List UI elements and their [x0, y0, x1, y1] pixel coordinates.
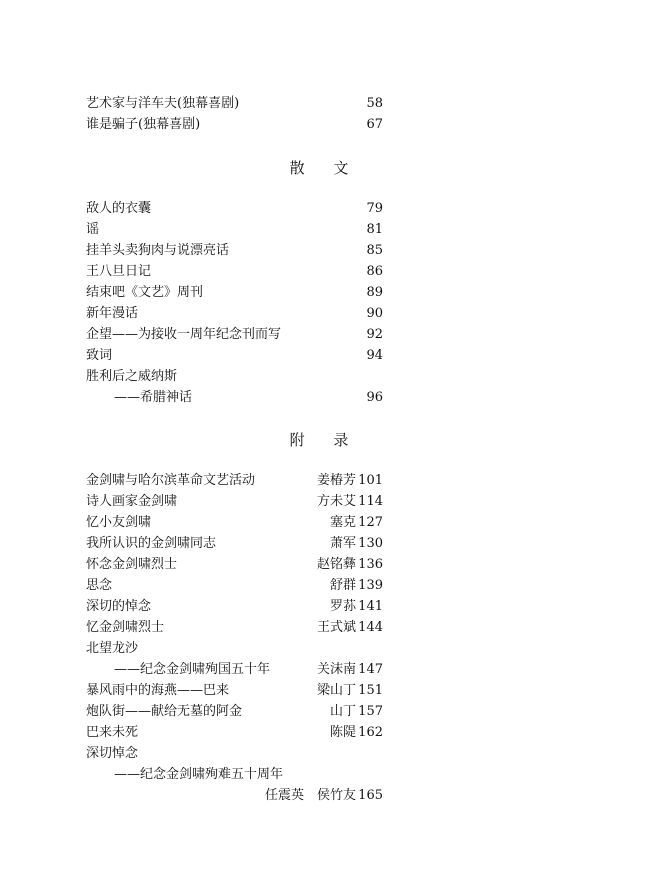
- entry-title: 诗人画家金剑啸: [86, 494, 178, 509]
- entry-title: 胜利后之威纳斯: [86, 369, 178, 384]
- dot-leader: [168, 199, 358, 219]
- entry-title: 思念: [86, 578, 113, 593]
- dot-leader: [283, 471, 309, 491]
- entry-page: 58: [366, 96, 383, 111]
- entry-author: 王式斌: [316, 620, 356, 635]
- dot-leader: [123, 346, 358, 366]
- dot-leader: [198, 492, 309, 512]
- entry-author: 方未艾: [316, 494, 356, 509]
- dot-leader: [183, 618, 309, 638]
- toc-entry[interactable]: [0, 346, 650, 366]
- entry-page: 144: [358, 620, 383, 635]
- section-heading-essays: 散 文: [289, 159, 361, 177]
- toc-entry[interactable]: [0, 241, 650, 261]
- entry-author: 梁山丁: [316, 683, 356, 698]
- entry-title: 炮队街——献给无墓的阿金: [86, 704, 243, 719]
- entry-title: 企望——为接收一周年纪念刊而写: [86, 327, 282, 342]
- dot-leader: [128, 576, 324, 596]
- entry-subtitle: ——纪念金剑啸殉国五十年: [114, 662, 271, 677]
- entry-page: 79: [366, 201, 383, 216]
- entry-title: 暴风雨中的海燕——巴来: [86, 683, 230, 698]
- entry-title: 谣: [86, 222, 100, 237]
- entry-page: 96: [366, 390, 383, 405]
- toc-entry[interactable]: [0, 723, 650, 743]
- dot-leader: [173, 786, 254, 806]
- section-heading-appendix: 附 录: [289, 431, 361, 449]
- entry-page: 151: [358, 683, 383, 698]
- entry-page: 139: [358, 578, 383, 593]
- dot-leader: [296, 660, 308, 680]
- entry-page: 136: [358, 557, 383, 572]
- toc-entry[interactable]: [0, 555, 650, 575]
- toc-entry[interactable]: [0, 702, 650, 722]
- toc-entry[interactable]: [0, 94, 650, 114]
- toc-entry[interactable]: [0, 304, 650, 324]
- entry-title: 新年漫话: [86, 306, 139, 321]
- entry-author: 舒群: [329, 578, 356, 593]
- entry-title: 谁是骗子(独幕喜剧): [86, 117, 201, 132]
- toc-entry[interactable]: [0, 681, 650, 701]
- dot-leader: [213, 283, 358, 303]
- entry-author: 罗荪: [329, 599, 356, 614]
- entry-author: 山丁: [329, 704, 356, 719]
- dot-leader: [168, 513, 319, 533]
- toc-entry-author-line[interactable]: [0, 786, 650, 806]
- entry-page: 85: [366, 243, 383, 258]
- toc-entry[interactable]: [0, 115, 650, 135]
- entry-title: 我所认识的金剑啸同志: [86, 536, 217, 551]
- entry-page: 101: [358, 473, 383, 488]
- entry-title: 金剑啸与哈尔滨革命文艺活动: [86, 473, 256, 488]
- entry-title: 深切悼念: [86, 746, 139, 761]
- entry-author: 姜椿芳: [316, 473, 356, 488]
- entry-author: 任震英 侯竹友: [264, 788, 356, 803]
- toc-entry[interactable]: [0, 618, 650, 638]
- entry-page: 94: [366, 348, 383, 363]
- entry-author: 赵铭彝: [316, 557, 356, 572]
- entry-page: 165: [358, 788, 383, 803]
- toc-entry-subtitle-line[interactable]: [0, 388, 650, 408]
- entry-page: 147: [358, 662, 383, 677]
- toc-entry[interactable]: [0, 325, 650, 345]
- entry-page: 157: [358, 704, 383, 719]
- entry-title: 敌人的衣囊: [86, 201, 152, 216]
- entry-subtitle: ——希腊神话: [114, 390, 193, 405]
- dot-leader: [168, 597, 324, 617]
- toc-entry[interactable]: [0, 262, 650, 282]
- toc-entry[interactable]: [0, 199, 650, 219]
- entry-page: 92: [366, 327, 383, 342]
- entry-page: 81: [366, 222, 383, 237]
- entry-subtitle: ——纪念金剑啸殉难五十周年: [114, 767, 284, 782]
- toc-entry[interactable]: [0, 492, 650, 512]
- entry-page: 130: [358, 536, 383, 551]
- entry-page: 67: [366, 117, 383, 132]
- entry-title: 深切的悼念: [86, 599, 152, 614]
- entry-title: 挂羊头卖狗肉与说漂亮话: [86, 243, 230, 258]
- toc-entry-title-line[interactable]: [0, 744, 650, 764]
- toc-entry[interactable]: [0, 513, 650, 533]
- toc-entry-title-line[interactable]: [0, 639, 650, 659]
- entry-author: 塞克: [329, 515, 356, 530]
- toc-entry[interactable]: [0, 220, 650, 240]
- entry-page: 86: [366, 264, 383, 279]
- dot-leader: [228, 115, 358, 135]
- entry-author: 萧军: [329, 536, 356, 551]
- toc-entry-subtitle-line: [0, 765, 650, 785]
- dot-leader: [198, 555, 309, 575]
- entry-page: 127: [358, 515, 383, 530]
- entry-author: 陈隄: [329, 725, 356, 740]
- entry-page: 141: [358, 599, 383, 614]
- entry-title: 忆小友剑啸: [86, 515, 152, 530]
- entry-page: 162: [358, 725, 383, 740]
- entry-title: 北望龙沙: [86, 641, 139, 656]
- entry-page: 90: [366, 306, 383, 321]
- toc-entry[interactable]: [0, 576, 650, 596]
- dot-leader: [158, 723, 324, 743]
- dot-leader: [153, 304, 358, 324]
- dot-leader: [208, 388, 358, 408]
- toc-entry[interactable]: [0, 471, 650, 491]
- toc-entry-title-line[interactable]: [0, 367, 650, 387]
- toc-entry[interactable]: [0, 534, 650, 554]
- entry-title: 怀念金剑啸烈士: [86, 557, 178, 572]
- entry-title: 致词: [86, 348, 113, 363]
- entry-title: 巴来未死: [86, 725, 139, 740]
- entry-author: 关沫南: [316, 662, 356, 677]
- entry-title: 忆金剑啸烈士: [86, 620, 165, 635]
- dot-leader: [108, 220, 358, 240]
- dot-leader: [168, 262, 358, 282]
- entry-page: 89: [366, 285, 383, 300]
- dot-leader: [243, 534, 322, 554]
- entry-title: 艺术家与洋车夫(独幕喜剧): [86, 96, 240, 111]
- toc-entry[interactable]: [0, 597, 650, 617]
- dot-leader: [258, 681, 309, 701]
- toc-entry-subtitle-line[interactable]: [0, 660, 650, 680]
- toc-entry[interactable]: [0, 283, 650, 303]
- entry-title: 王八旦日记: [86, 264, 152, 279]
- entry-page: 114: [358, 494, 383, 509]
- entry-title: 结束吧《文艺》周刊: [86, 285, 204, 300]
